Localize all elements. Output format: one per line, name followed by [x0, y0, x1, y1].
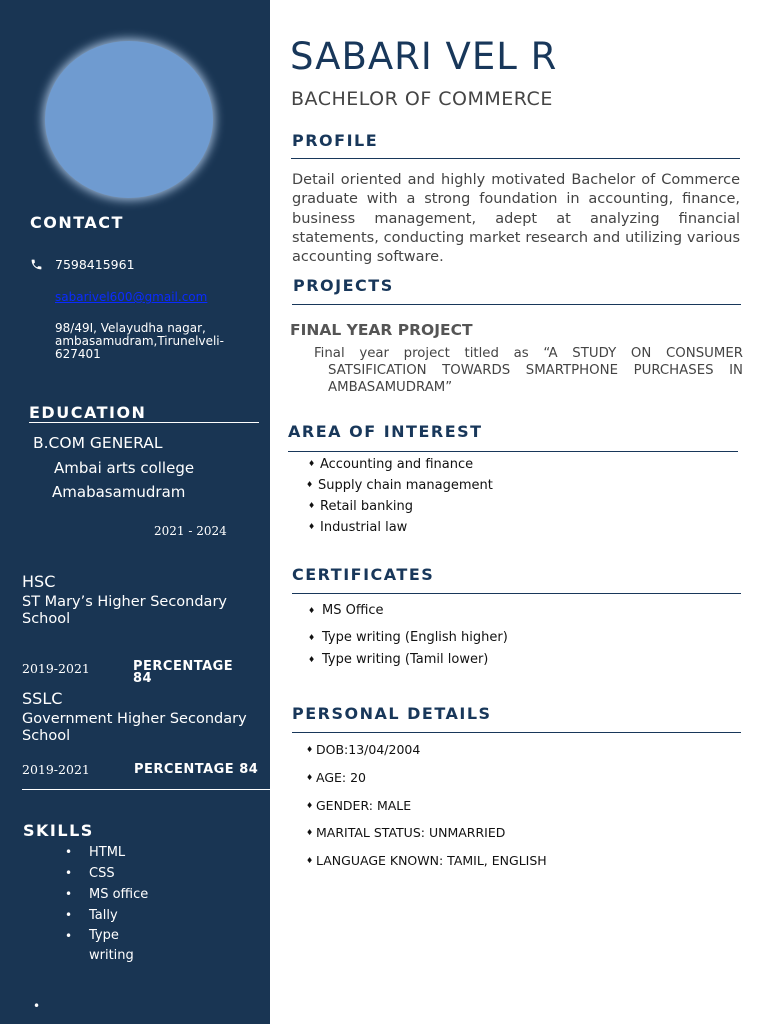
personal-divider — [292, 732, 741, 733]
degree-years: 2021 - 2024 — [154, 524, 227, 538]
certificate-item: ♦ MS Office — [308, 603, 384, 618]
skill-item: • HTML — [89, 842, 159, 863]
skill-item: • Tally — [89, 905, 159, 926]
profile-divider — [291, 158, 740, 159]
projects-divider — [292, 304, 741, 305]
bullet-icon: ♦ — [306, 801, 314, 810]
skills-heading: SKILLS — [23, 821, 94, 840]
skill-item: • CSS — [89, 863, 159, 884]
project-description: Final year project titled as “A STUDY ON CONSUMER SATSIFICATION TOWARDS SMARTPHONE PURCHASES IN AMBASAMUDRAM” — [314, 346, 743, 395]
sslc-years: 2019-2021 — [22, 762, 90, 777]
candidate-name: SABARI VEL R — [290, 35, 558, 78]
interest-item: ♦ Retail banking — [320, 496, 720, 517]
interest-divider — [288, 451, 738, 452]
bullet-icon: ♦ — [306, 828, 314, 837]
email-link[interactable]: sabarivel600@gmail.com — [55, 290, 208, 304]
interest-heading: AREA OF INTEREST — [288, 422, 483, 441]
hsc-years: 2019-2021 — [22, 661, 90, 676]
phone-icon — [30, 258, 43, 271]
address: 98/49I, Velayudha nagar, ambasamudram,Tirunelveli-627401 — [55, 321, 224, 361]
hsc-title: HSC — [22, 572, 56, 591]
interest-item: ♦ Accounting and finance — [320, 454, 720, 475]
college: Ambai arts college — [54, 459, 195, 477]
project-title: FINAL YEAR PROJECT — [290, 321, 473, 339]
profile-text: Detail oriented and highly motivated Bachelor of Commerce graduate with a strong foundation in accounting, finance, business management, adept at analyzing financial statements, conducting market research and utilizing various accounting software. — [292, 172, 740, 266]
personal-item: ♦ GENDER: MALE — [306, 798, 412, 813]
education-end-divider — [22, 789, 270, 790]
certificates-divider — [292, 593, 741, 594]
profile-heading: PROFILE — [292, 131, 379, 150]
certificate-item: ♦ Type writing (English higher) — [308, 630, 508, 645]
interest-item: ♦ Supply chain management — [318, 475, 718, 496]
hsc-percentage: PERCENTAGE 84 — [133, 659, 234, 686]
bullet-icon: ♦ — [308, 655, 316, 664]
projects-heading: PROJECTS — [293, 276, 394, 295]
certificate-item: ♦ Type writing (Tamil lower) — [308, 652, 489, 667]
education-divider — [29, 422, 259, 423]
sidebar — [0, 0, 270, 1024]
interest-list — [320, 454, 720, 538]
certificates-heading: CERTIFICATES — [292, 565, 435, 584]
candidate-degree: BACHELOR OF COMMERCE — [291, 88, 553, 110]
bullet-icon: ♦ — [308, 606, 316, 615]
bullet-icon: ♦ — [306, 773, 314, 782]
college-place: Amabasamudram — [52, 483, 186, 501]
empty-bullet: • — [33, 999, 41, 1013]
bullet-icon: ♦ — [306, 856, 314, 865]
phone-number: 7598415961 — [55, 257, 135, 272]
personal-item: ♦ MARITAL STATUS: UNMARRIED — [306, 825, 506, 840]
sslc-title: SSLC — [22, 689, 63, 708]
skill-item: • MS office — [89, 884, 159, 905]
personal-item: ♦ LANGUAGE KNOWN: TAMIL, ENGLISH — [306, 853, 547, 868]
avatar — [45, 41, 213, 198]
sslc-school: Government Higher Secondary School — [22, 711, 247, 744]
personal-item: ♦ AGE: 20 — [306, 770, 367, 785]
skills-list — [89, 842, 159, 966]
degree: B.COM GENERAL — [33, 434, 163, 452]
education-heading: EDUCATION — [29, 403, 147, 422]
personal-heading: PERSONAL DETAILS — [292, 704, 492, 723]
bullet-icon: ♦ — [306, 745, 314, 754]
contact-heading: CONTACT — [30, 213, 124, 232]
bullet-icon: ♦ — [308, 633, 316, 642]
skill-item: • Type writing — [89, 926, 159, 966]
sslc-percentage: PERCENTAGE 84 — [134, 762, 259, 777]
hsc-school: ST Mary’s Higher Secondary School — [22, 594, 227, 627]
personal-item: ♦ DOB:13/04/2004 — [306, 742, 421, 757]
interest-item: ♦ Industrial law — [320, 517, 720, 538]
